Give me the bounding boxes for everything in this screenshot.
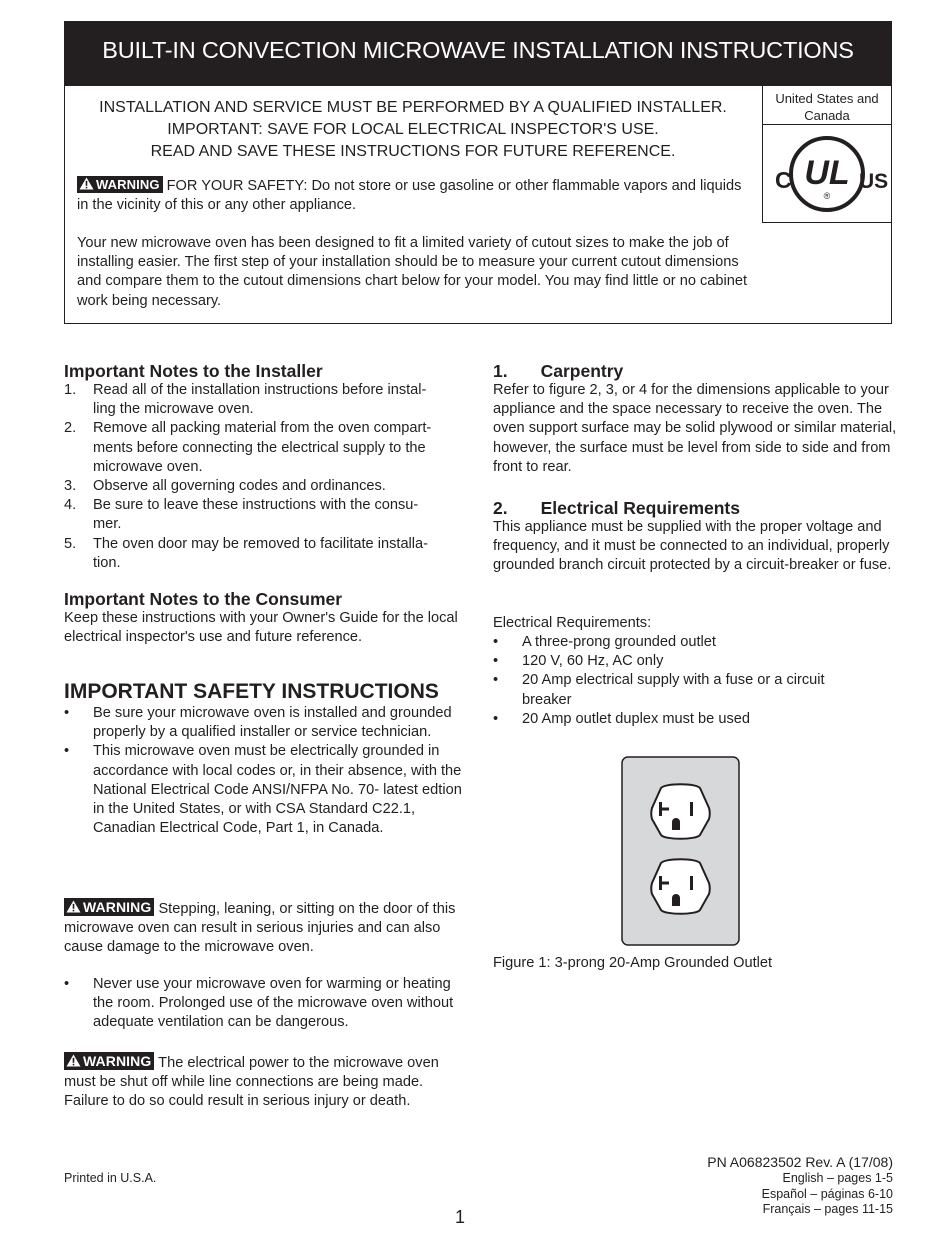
certification-box — [762, 85, 891, 223]
warning-paragraph-2: WARNING The electrical power to the microwave oven must be shut off while line connections are being made. Failure to do so could result in serious injury or death. — [64, 1053, 439, 1110]
list-item: 2. Remove all packing material from the oven compart- ments before connecting the electrical supply to the microwave oven. — [64, 420, 432, 475]
ul-logo — [763, 133, 891, 219]
figure-caption: Figure 1: 3-prong 20-Amp Grounded Outlet — [493, 955, 773, 971]
carpentry-text: Refer to figure 2, 3, or 4 for the dimensions applicable to your appliance and the space necessary to receive the oven. The oven support surface may be solid plywood or similar material, however, the surface must be level from side to side and from front to rear. — [493, 382, 897, 475]
warning-badge: WARNING — [64, 898, 154, 916]
carpentry-heading: 1. Carpentry — [493, 361, 624, 381]
lang-english: English – pages 1-5 — [782, 1171, 893, 1185]
notice-line-2: IMPORTANT: SAVE FOR LOCAL ELECTRICAL INSPECTOR'S USE. — [167, 121, 659, 138]
consumer-notes-text: Keep these instructions with your Owner's Guide for the local electrical inspector's use and future reference. — [64, 610, 458, 646]
list-item: • 120 V, 60 Hz, AC only — [493, 653, 664, 670]
list-item: • A three-prong grounded outlet — [493, 634, 716, 650]
outlet-receptacle-top — [651, 784, 710, 839]
page-title: BUILT-IN CONVECTION MICROWAVE INSTALLATION INSTRUCTIONS — [64, 21, 892, 85]
list-item: 3. Observe all governing codes and ordinances. — [64, 478, 386, 495]
warning-paragraph-1: WARNING Stepping, leaning, or sitting on the door of this microwave oven can result in serious injuries and can also cause damage to the microwave oven. — [64, 899, 456, 956]
list-item: 5. The oven door may be removed to facilitate installa- tion. — [64, 535, 429, 571]
outlet-figure — [621, 756, 740, 946]
list-item: 4. Be sure to leave these instructions with the consu- mer. — [64, 497, 419, 533]
installer-notes-heading: Important Notes to the Installer — [64, 361, 323, 381]
ul-logo-left: C — [775, 167, 792, 193]
safety-warning-paragraph — [77, 176, 747, 215]
list-item: • Be sure your microwave oven is installed and grounded properly by a qualified installer or service technician. — [64, 705, 452, 741]
ul-logo-right: US — [859, 170, 889, 193]
part-number: PN A06823502 Rev. A (17/08) — [707, 1154, 893, 1170]
warning-badge: WARNING — [77, 176, 163, 193]
lang-french: Français – pages 11-15 — [762, 1202, 893, 1216]
outlet-receptacle-bottom — [651, 859, 710, 914]
footer-info — [707, 1154, 893, 1218]
consumer-notes-heading: Important Notes to the Consumer — [64, 589, 343, 609]
warning-triangle-icon — [66, 900, 81, 913]
lang-spanish: Español – páginas 6-10 — [761, 1186, 893, 1201]
notice-line-1: INSTALLATION AND SERVICE MUST BE PERFORMED BY A QUALIFIED INSTALLER. — [99, 99, 727, 116]
ul-logo-center: UL — [804, 154, 850, 192]
list-item: • Never use your microwave oven for warming or heating the room. Prolonged use of the microwave oven without adequate ventilation can be dangerous. — [64, 976, 454, 1031]
page-number: 1 — [455, 1207, 466, 1227]
list-item: • 20 Amp outlet duplex must be used — [493, 710, 750, 727]
safety-heading: IMPORTANT SAFETY INSTRUCTIONS — [64, 680, 439, 703]
safety-list-2 — [64, 975, 466, 1033]
warning-badge: WARNING — [64, 1052, 154, 1070]
electrical-list — [493, 633, 873, 729]
electrical-list-title: Electrical Requirements: — [493, 615, 652, 631]
installer-notes-list — [64, 381, 474, 573]
electrical-heading: 2. Electrical Requirements — [493, 498, 740, 518]
printed-in: Printed in U.S.A. — [64, 1171, 157, 1185]
safety-list — [64, 704, 468, 838]
list-item: • This microwave oven must be electrically grounded in accordance with local codes or, in their absence, with the National Electrical Code ANSI/NFPA No. 70- latest edtion in the United States, or with CSA Standard C22.1, Canadian Electrical Code, Part 1, in Canada. — [64, 743, 462, 837]
safety-text: FOR YOUR SAFETY: Do not store or use gasoline or other flammable vapors and liquids in the vicinity of this or any other appliance. — [77, 178, 742, 214]
region-label: United States and Canada — [763, 85, 891, 125]
notice-line-3: READ AND SAVE THESE INSTRUCTIONS FOR FUTURE REFERENCE. — [150, 143, 676, 160]
list-item: 1. Read all of the installation instructions before instal- ling the microwave oven. — [64, 382, 427, 418]
list-item: • 20 Amp electrical supply with a fuse or a circuit breaker — [493, 672, 825, 708]
warning-triangle-icon — [79, 177, 94, 190]
notice-lines — [64, 97, 762, 163]
intro-paragraph: Your new microwave oven has been designed to fit a limited variety of cutout sizes to make the job of installing easier. The first step of your installation should be to measure your current cutout dimensions and compare them to the cutout dimensions chart below for your model. You may find little or no cabinet work being necessary. — [77, 235, 748, 309]
ul-logo-registered: ® — [823, 191, 831, 201]
warning-triangle-icon — [66, 1054, 81, 1067]
electrical-text: This appliance must be supplied with the proper voltage and frequency, and it must be connected to an individual, properly grounded branch circuit protected by a circuit-breaker or fuse. — [493, 519, 892, 574]
